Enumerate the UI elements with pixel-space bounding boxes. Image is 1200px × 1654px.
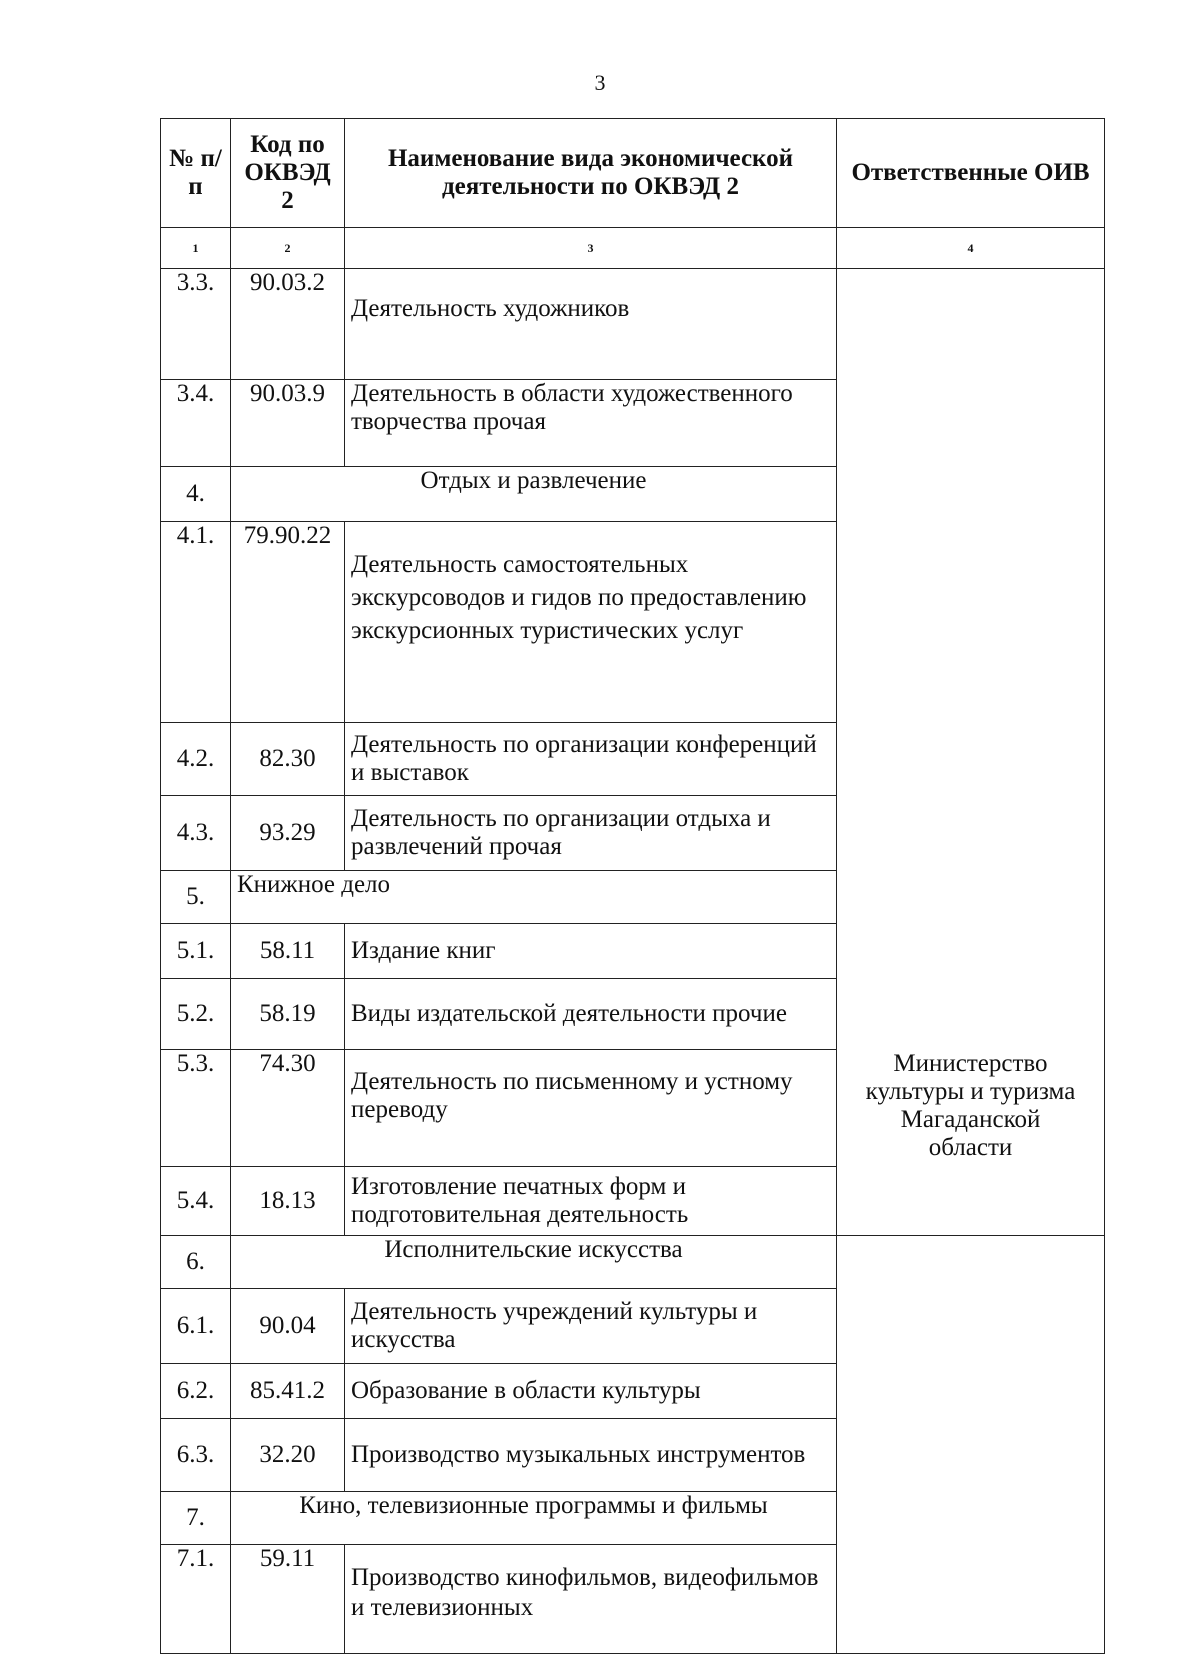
row-name: Деятельность учреждений культуры и искусства (345, 1289, 837, 1364)
row-code: 58.19 (231, 979, 345, 1050)
section-title: Отдых и развлечение (231, 467, 837, 522)
section-title: Исполнительские искусства (231, 1236, 837, 1289)
responsible-authority-line: культуры и туризма (865, 1078, 1076, 1105)
row-name: Виды издательской деятельности прочие (345, 979, 837, 1050)
row-name: Деятельность в области художественного творчества прочая (345, 380, 837, 467)
row-code: 79.90.22 (231, 522, 345, 723)
row-code: 32.20 (231, 1419, 345, 1492)
row-code: 93.29 (231, 796, 345, 871)
row-name: Деятельность по письменному и устному переводу (345, 1050, 837, 1167)
row-number: 6.3. (161, 1419, 231, 1492)
row-number: 5.1. (161, 924, 231, 979)
row-name: Образование в области культуры (345, 1364, 837, 1419)
section-number: 4. (161, 467, 231, 522)
row-name: Изготовление печатных форм и подготовительная деятельность (345, 1167, 837, 1236)
row-name: Деятельность самостоятельных экскурсоводов и гидов по предоставлению экскурсионных туристических услуг (345, 522, 837, 723)
column-number: 2 (231, 228, 345, 269)
row-name: Издание книг (345, 924, 837, 979)
row-number: 3.3. (161, 269, 231, 380)
okved-table (160, 118, 1105, 1654)
header-number: № п/п (161, 119, 231, 228)
row-number: 6.1. (161, 1289, 231, 1364)
row-code: 58.11 (231, 924, 345, 979)
responsible-authority-line: Министерство (893, 1050, 1048, 1077)
row-code: 90.03.9 (231, 380, 345, 467)
row-code: 85.41.2 (231, 1364, 345, 1419)
row-name: Производство музыкальных инструментов (345, 1419, 837, 1492)
row-number: 4.3. (161, 796, 231, 871)
row-name: Деятельность художников (345, 269, 837, 380)
column-number: 3 (345, 228, 837, 269)
responsible-authority-line: Магаданской (900, 1106, 1041, 1133)
section-title: Кино, телевизионные программы и фильмы (231, 1492, 837, 1545)
row-number: 5.2. (161, 979, 231, 1050)
row-number: 6.2. (161, 1364, 231, 1419)
row-number: 5.3. (161, 1050, 231, 1167)
section-number: 5. (161, 871, 231, 924)
header-activity-name: Наименование вида экономической деятельности по ОКВЭД 2 (345, 119, 837, 228)
column-number: 4 (837, 228, 1105, 269)
row-code: 90.03.2 (231, 269, 345, 380)
row-code: 59.11 (231, 1545, 345, 1654)
header-code: Код по ОКВЭД 2 (231, 119, 345, 228)
row-code: 18.13 (231, 1167, 345, 1236)
row-code: 74.30 (231, 1050, 345, 1167)
section-number: 7. (161, 1492, 231, 1545)
table-row (161, 269, 1105, 380)
page-number: 3 (594, 70, 606, 95)
row-number: 3.4. (161, 380, 231, 467)
column-numbers-row (161, 228, 1105, 269)
row-name: Деятельность по организации конференций и выставок (345, 723, 837, 796)
row-number: 5.4. (161, 1167, 231, 1236)
row-name: Деятельность по организации отдыха и развлечений прочая (345, 796, 837, 871)
column-number: 1 (161, 228, 231, 269)
row-code: 82.30 (231, 723, 345, 796)
row-code: 90.04 (231, 1289, 345, 1364)
header-responsible: Ответственные ОИВ (837, 119, 1105, 228)
responsible-authority-line: области (928, 1134, 1013, 1161)
section-row (161, 1236, 1105, 1289)
section-number: 6. (161, 1236, 231, 1289)
section-title: Книжное дело (231, 871, 837, 924)
table-header-row (161, 119, 1105, 228)
row-number: 4.2. (161, 723, 231, 796)
responsible-authority (837, 1050, 1105, 1654)
row-number: 4.1. (161, 522, 231, 723)
row-number: 7.1. (161, 1545, 231, 1654)
row-name: Производство кинофильмов, видеофильмов и телевизионных (345, 1545, 837, 1654)
